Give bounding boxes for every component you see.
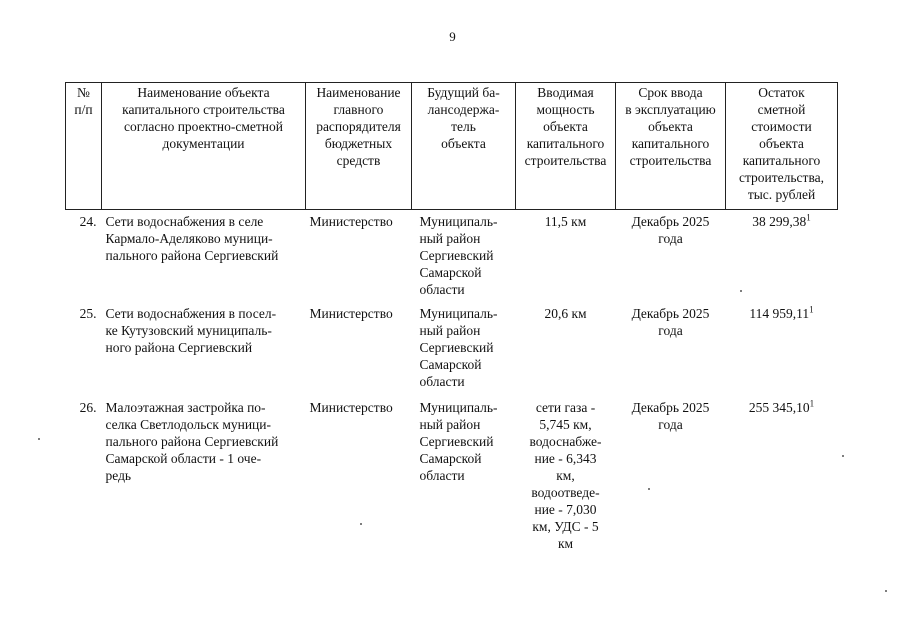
header-row — [66, 83, 838, 210]
object-name: Сети водоснабжения в селе Кармало-Аделяково муници- пального района Сергиевский — [105, 214, 279, 263]
capacity: сети газа - 5,745 км, водоснабже- ние - 6,343 км, водоотведе- ние - 7,030 км, УДС - 5 км — [529, 400, 602, 551]
remaining-cost — [726, 397, 838, 552]
scan-speck — [38, 438, 40, 440]
main-manager: Министерство — [309, 214, 393, 229]
header-commissioning-term: Срок ввода в эксплуатацию объекта капитального строительства — [616, 83, 726, 210]
cost-value: 255 345,10 — [748, 400, 810, 415]
header-capacity: Вводимая мощность объекта капитального строительства — [516, 83, 616, 210]
remaining-cost — [726, 210, 838, 304]
scan-speck — [842, 455, 844, 457]
scan-speck — [885, 590, 887, 592]
commissioning-term: Декабрь 2025 года — [631, 306, 710, 338]
main-manager: Министерство — [309, 400, 393, 415]
remaining-cost — [726, 303, 838, 397]
header-number: № п/п — [66, 83, 102, 210]
object-name: Малоэтажная застройка по- селка Светлодольск муници- пального района Сергиевский Самарской области - 1 оче- редь — [105, 400, 279, 483]
capacity: 20,6 км — [544, 306, 587, 321]
footnote-mark: 1 — [806, 212, 811, 223]
table-body — [66, 210, 838, 553]
table-row — [66, 210, 838, 304]
object-name: Сети водоснабжения в посел- ке Кутузовский муниципаль- ного района Сергиевский — [105, 306, 277, 355]
main-manager: Министерство — [309, 306, 393, 321]
footnote-mark: 1 — [809, 304, 814, 315]
header-future-holder: Будущий ба- лансодержа- тель объекта — [412, 83, 516, 210]
footnote-mark: 1 — [809, 398, 815, 409]
header-main-manager: Наименование главного распорядителя бюджетных средств — [306, 83, 412, 210]
cost-value: 38 299,38 — [752, 214, 807, 229]
header-remaining-cost: Остаток сметной стоимости объекта капитального строительства, тыс. рублей — [726, 83, 838, 210]
scan-speck — [740, 290, 742, 292]
capacity: 11,5 км — [544, 214, 587, 229]
future-holder: Муниципаль- ный район Сергиевский Самарской области — [419, 400, 498, 483]
future-holder: Муниципаль- ный район Сергиевский Самарской области — [419, 214, 498, 297]
table-row — [66, 397, 838, 552]
commissioning-term: Декабрь 2025 года — [631, 214, 710, 246]
row-number: 24. — [79, 214, 97, 229]
cost-value: 114 959,11 — [749, 306, 810, 321]
table-row — [66, 303, 838, 397]
page-number: 9 — [449, 29, 456, 44]
commissioning-term: Декабрь 2025 года — [631, 400, 710, 432]
capital-construction-table — [65, 82, 838, 552]
scan-speck — [648, 488, 650, 490]
header-object-name: Наименование объекта капитального строительства согласно проектно-сметной документации — [102, 83, 306, 210]
row-number: 26. — [79, 400, 97, 415]
table-header — [66, 83, 838, 210]
scan-speck — [360, 523, 362, 525]
row-number: 25. — [79, 306, 97, 321]
future-holder: Муниципаль- ный район Сергиевский Самарской области — [419, 306, 498, 389]
